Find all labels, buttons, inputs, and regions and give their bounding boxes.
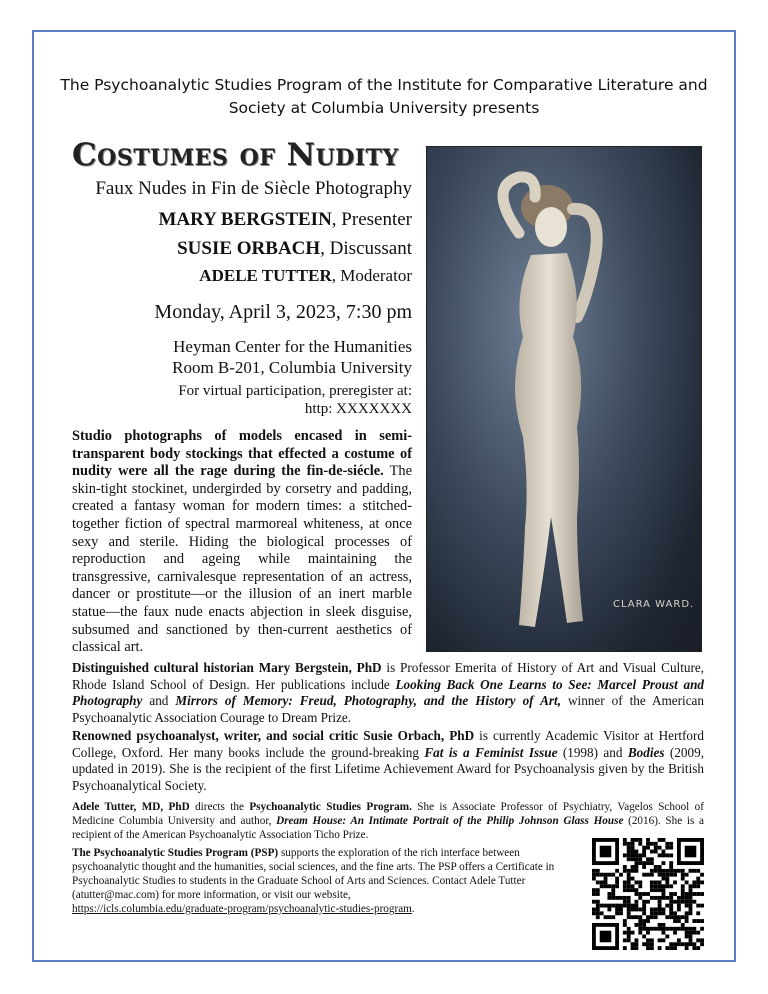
presenting-organization xyxy=(60,74,708,120)
presenter xyxy=(72,206,412,233)
discussant-role: , Discussant xyxy=(320,238,412,259)
tutter-program: Psychoanalytic Studies Program. xyxy=(249,801,412,813)
event-details xyxy=(72,136,412,418)
psp-url-end: . xyxy=(411,903,415,915)
bergstein-lead: Distinguished cultural historian Mary Bergstein, PhD xyxy=(72,660,382,675)
header-line-2: Society at Columbia University presents xyxy=(228,99,540,117)
tutter-text-2: She is Associate Professor of Psychiatry, Vagelos School of Medicine Columbia University and author, xyxy=(72,801,704,827)
event-venue xyxy=(72,336,412,378)
abstract-lead: Studio photographs of models encased in semi-transparent body stockings that effected a costume of nudity were all the rage during the fin-de-siécle. xyxy=(72,428,412,480)
bergstein-book-2: Mirrors of Memory: Freud, Photography, and the History of Art, xyxy=(175,693,561,708)
photo-caption: CLARA WARD. xyxy=(613,599,695,610)
moderator-role: , Moderator xyxy=(331,266,412,285)
bergstein-and: and xyxy=(142,693,176,708)
orbach-book-2: Bodies xyxy=(627,744,665,760)
event-abstract xyxy=(72,428,412,657)
orbach-lead: Renowned psychoanalyst, writer, and social critic Susie Orbach xyxy=(72,728,441,743)
figure-illustration xyxy=(427,147,701,651)
tutter-book: Dream House: An Intimate Portrait of the Philip Johnson Glass House xyxy=(276,815,624,827)
registration-link[interactable]: http: XXXXXXX xyxy=(304,401,412,417)
clara-ward-photograph xyxy=(426,146,702,652)
psp-lead: The Psychoanalytic Studies Program (PSP) xyxy=(72,847,279,859)
abstract-body: The skin-tight stockinet, undergirded by corsetry and padding, created a fantasy woman for modern times: a stitched-together fiction of spectral marmoreal whiteness, at once sexy and sterile. Hiding the biological processes of reproduction and ageing while maintaining the transgressive, carnivalesque representation of an actress, dancer or prostitute—or the illusion of an inert marble statue—the faux nude enacts abjection in sleek disguise, subsumed and sanctioned by then-current aesthetics of classical art. xyxy=(72,463,412,656)
body-shape xyxy=(515,253,583,627)
bio-mary-bergstein xyxy=(72,660,704,726)
presenter-role: , Presenter xyxy=(331,209,412,230)
psp-description xyxy=(72,846,570,916)
moderator-name: ADELE TUTTER xyxy=(199,266,332,285)
venue-line-1: Heyman Center for the Humanities xyxy=(173,337,412,356)
tutter-text-3: (2016). She is a recipient of the American Psychoanalytic Association Ticho Prize. xyxy=(72,815,704,841)
venue-line-2: Room B-201, Columbia University xyxy=(172,358,412,377)
discussant-name: SUSIE ORBACH xyxy=(177,238,321,259)
bergstein-text-1: is Professor Emerita of History of Art and Visual Culture, Rhode Island School of Design. Her publications include xyxy=(72,660,704,692)
psp-text: supports the exploration of the rich interface between psychoanalytic thought and the humanities, social sciences, and the fine arts. The PSP offers a Certificate in Psychoanalytic Studies to students in the Graduate School of Arts and Sciences. Contact Adele Tutter (atutter@mac.com) for more information, or visit our website, xyxy=(72,847,555,901)
event-subtitle: Faux Nudes in Fin de Siècle Photography xyxy=(95,178,412,199)
bergstein-book-1: Looking Back One Learns to See: Marcel Proust and Photography xyxy=(72,676,704,708)
tutter-lead: Adele Tutter, MD, PhD xyxy=(72,801,190,813)
tutter-text-1: directs the xyxy=(189,801,250,813)
moderator xyxy=(72,264,412,288)
presenter-name: MARY BERGSTEIN xyxy=(158,209,332,230)
bergstein-text-2: winner of the American Psychoanalytic Association Courage to Dream Prize. xyxy=(72,693,705,725)
orbach-phd: , PhD xyxy=(440,728,475,743)
event-datetime: Monday, April 3, 2023, 7:30 pm xyxy=(154,301,412,323)
bio-susie-orbach xyxy=(72,728,704,794)
face-shape xyxy=(535,207,567,247)
header-line-1: The Psychoanalytic Studies Program of the Institute for Comparative Literature and xyxy=(60,76,708,94)
qr-code-icon[interactable] xyxy=(592,838,704,950)
virtual-line-1: For virtual participation, preregister at: xyxy=(178,383,412,399)
orbach-text-1: is currently Academic Visitor at Hertford College, Oxford. Her many books include the ground-breaking xyxy=(72,728,704,760)
discussant xyxy=(72,235,412,262)
orbach-text-3: (2009, updated in 2019). She is the recipient of the first Lifetime Achievement Award for Psychoanalysis given by the British Psychoanalytical Society. xyxy=(72,744,704,793)
orbach-text-2: (1998) and xyxy=(557,744,628,760)
psp-website-link[interactable]: https://icls.columbia.edu/graduate-program/psychoanalytic-studies-program xyxy=(72,903,412,915)
event-title: Costumes of Nudity xyxy=(72,137,399,173)
virtual-registration xyxy=(72,382,412,418)
orbach-book-1: Fat is a Feminist Issue xyxy=(424,744,558,760)
bio-adele-tutter xyxy=(72,800,704,842)
